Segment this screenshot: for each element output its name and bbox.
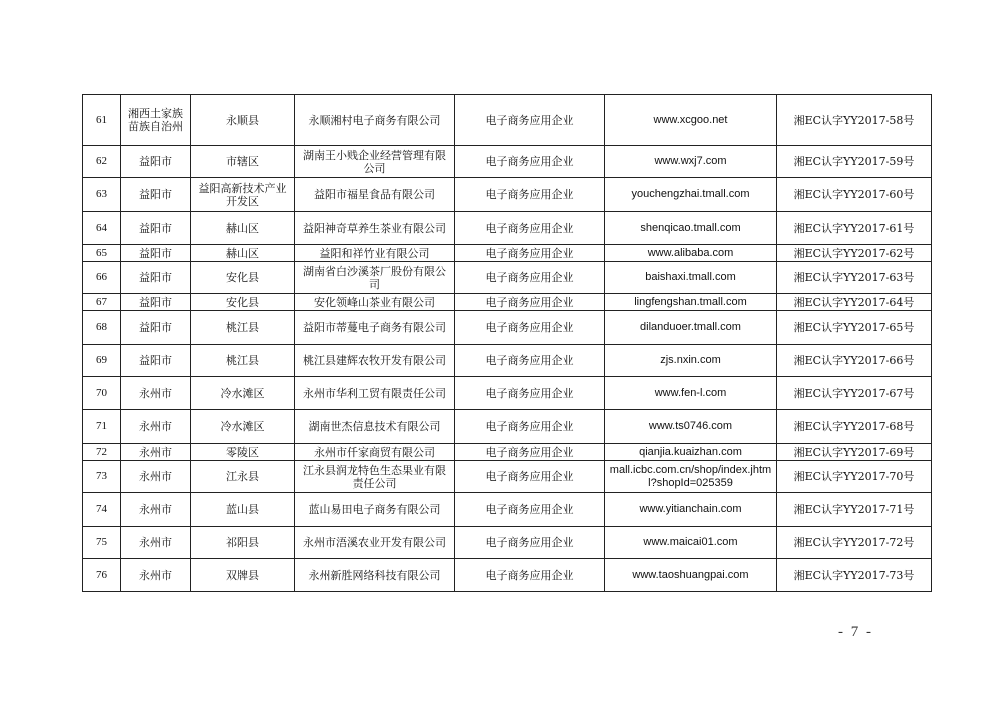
cell-number: 61 <box>83 95 121 146</box>
cell-city: 永州市 <box>121 493 191 527</box>
cell-certificate-number: 湘EC认字YY2017-61号 <box>777 212 932 245</box>
table-row <box>83 311 932 345</box>
cell-city: 永州市 <box>121 377 191 410</box>
cell-city: 益阳市 <box>121 262 191 294</box>
cell-enterprise-type: 电子商务应用企业 <box>455 461 605 493</box>
cell-website: qianjia.kuaizhan.com <box>605 444 777 461</box>
cell-county: 市辖区 <box>191 146 295 178</box>
cell-number: 76 <box>83 559 121 592</box>
cell-company: 永州市浯溪农业开发有限公司 <box>295 527 455 559</box>
cell-number: 66 <box>83 262 121 294</box>
cell-website: www.ts0746.com <box>605 410 777 444</box>
table-row <box>83 245 932 262</box>
cell-county: 永顺县 <box>191 95 295 146</box>
cell-certificate-number: 湘EC认字YY2017-71号 <box>777 493 932 527</box>
cell-city: 益阳市 <box>121 146 191 178</box>
cell-certificate-number: 湘EC认字YY2017-64号 <box>777 294 932 311</box>
cell-company: 湖南王小贱企业经营管理有限公司 <box>295 146 455 178</box>
cell-enterprise-type: 电子商务应用企业 <box>455 345 605 377</box>
cell-company: 益阳市蒂蔓电子商务有限公司 <box>295 311 455 345</box>
cell-website: baishaxi.tmall.com <box>605 262 777 294</box>
cell-certificate-number: 湘EC认字YY2017-63号 <box>777 262 932 294</box>
cell-county: 祁阳县 <box>191 527 295 559</box>
cell-company: 益阳市福星食品有限公司 <box>295 178 455 212</box>
cell-county: 赫山区 <box>191 212 295 245</box>
cell-city: 湘西土家族苗族自治州 <box>121 95 191 146</box>
cell-website: www.yitianchain.com <box>605 493 777 527</box>
cell-enterprise-type: 电子商务应用企业 <box>455 311 605 345</box>
cell-certificate-number: 湘EC认字YY2017-66号 <box>777 345 932 377</box>
cell-website: mall.icbc.com.cn/shop/index.jhtml?shopId=025359 <box>605 461 777 493</box>
cell-company: 永州新胜网络科技有限公司 <box>295 559 455 592</box>
cell-city: 益阳市 <box>121 294 191 311</box>
cell-certificate-number: 湘EC认字YY2017-69号 <box>777 444 932 461</box>
cell-number: 63 <box>83 178 121 212</box>
cell-number: 67 <box>83 294 121 311</box>
cell-website: www.xcgoo.net <box>605 95 777 146</box>
cell-enterprise-type: 电子商务应用企业 <box>455 527 605 559</box>
cell-enterprise-type: 电子商务应用企业 <box>455 95 605 146</box>
cell-enterprise-type: 电子商务应用企业 <box>455 559 605 592</box>
cell-company: 永州市华利工贸有限责任公司 <box>295 377 455 410</box>
cell-certificate-number: 湘EC认字YY2017-58号 <box>777 95 932 146</box>
table-row <box>83 559 932 592</box>
cell-county: 冷水滩区 <box>191 377 295 410</box>
cell-number: 74 <box>83 493 121 527</box>
cell-county: 零陵区 <box>191 444 295 461</box>
cell-website: zjs.nxin.com <box>605 345 777 377</box>
enterprise-registry-table <box>82 94 932 592</box>
cell-city: 永州市 <box>121 444 191 461</box>
cell-enterprise-type: 电子商务应用企业 <box>455 178 605 212</box>
cell-city: 永州市 <box>121 410 191 444</box>
cell-company: 桃江县建辉农牧开发有限公司 <box>295 345 455 377</box>
cell-number: 65 <box>83 245 121 262</box>
cell-county: 蓝山县 <box>191 493 295 527</box>
cell-number: 73 <box>83 461 121 493</box>
cell-company: 江永县润龙特色生态果业有限责任公司 <box>295 461 455 493</box>
cell-certificate-number: 湘EC认字YY2017-70号 <box>777 461 932 493</box>
table-row <box>83 95 932 146</box>
table-row <box>83 345 932 377</box>
cell-enterprise-type: 电子商务应用企业 <box>455 146 605 178</box>
cell-county: 益阳高新技术产业开发区 <box>191 178 295 212</box>
cell-city: 益阳市 <box>121 245 191 262</box>
table-row <box>83 410 932 444</box>
cell-city: 永州市 <box>121 461 191 493</box>
cell-number: 75 <box>83 527 121 559</box>
cell-number: 71 <box>83 410 121 444</box>
cell-company: 永州市仟家商贸有限公司 <box>295 444 455 461</box>
cell-enterprise-type: 电子商务应用企业 <box>455 212 605 245</box>
cell-website: www.alibaba.com <box>605 245 777 262</box>
cell-enterprise-type: 电子商务应用企业 <box>455 410 605 444</box>
table-row <box>83 212 932 245</box>
cell-website: shenqicao.tmall.com <box>605 212 777 245</box>
cell-city: 永州市 <box>121 527 191 559</box>
table-row <box>83 294 932 311</box>
cell-city: 益阳市 <box>121 212 191 245</box>
cell-city: 益阳市 <box>121 178 191 212</box>
cell-company: 益阳神奇草养生茶业有限公司 <box>295 212 455 245</box>
cell-enterprise-type: 电子商务应用企业 <box>455 377 605 410</box>
table-row <box>83 178 932 212</box>
cell-website: www.maicai01.com <box>605 527 777 559</box>
cell-certificate-number: 湘EC认字YY2017-59号 <box>777 146 932 178</box>
cell-county: 赫山区 <box>191 245 295 262</box>
table-row <box>83 493 932 527</box>
cell-company: 蓝山易田电子商务有限公司 <box>295 493 455 527</box>
registry-table-body <box>83 95 932 592</box>
cell-certificate-number: 湘EC认字YY2017-72号 <box>777 527 932 559</box>
table-row <box>83 527 932 559</box>
cell-enterprise-type: 电子商务应用企业 <box>455 444 605 461</box>
cell-company: 安化领峰山茶业有限公司 <box>295 294 455 311</box>
cell-city: 永州市 <box>121 559 191 592</box>
cell-certificate-number: 湘EC认字YY2017-67号 <box>777 377 932 410</box>
cell-county: 桃江县 <box>191 345 295 377</box>
cell-certificate-number: 湘EC认字YY2017-60号 <box>777 178 932 212</box>
cell-certificate-number: 湘EC认字YY2017-68号 <box>777 410 932 444</box>
cell-company: 益阳和祥竹业有限公司 <box>295 245 455 262</box>
cell-enterprise-type: 电子商务应用企业 <box>455 493 605 527</box>
cell-website: dilanduoer.tmall.com <box>605 311 777 345</box>
cell-website: youchengzhai.tmall.com <box>605 178 777 212</box>
cell-county: 安化县 <box>191 294 295 311</box>
cell-county: 冷水滩区 <box>191 410 295 444</box>
cell-number: 72 <box>83 444 121 461</box>
cell-certificate-number: 湘EC认字YY2017-73号 <box>777 559 932 592</box>
table-row <box>83 262 932 294</box>
table-row <box>83 146 932 178</box>
cell-certificate-number: 湘EC认字YY2017-62号 <box>777 245 932 262</box>
cell-company: 湖南世杰信息技术有限公司 <box>295 410 455 444</box>
page-number: - 7 - <box>838 624 873 640</box>
cell-company: 湖南省白沙溪茶厂股份有限公司 <box>295 262 455 294</box>
cell-website: www.taoshuangpai.com <box>605 559 777 592</box>
cell-enterprise-type: 电子商务应用企业 <box>455 245 605 262</box>
cell-number: 62 <box>83 146 121 178</box>
table-row <box>83 444 932 461</box>
cell-city: 益阳市 <box>121 311 191 345</box>
cell-enterprise-type: 电子商务应用企业 <box>455 294 605 311</box>
table-row <box>83 377 932 410</box>
cell-city: 益阳市 <box>121 345 191 377</box>
cell-county: 桃江县 <box>191 311 295 345</box>
cell-website: www.wxj7.com <box>605 146 777 178</box>
cell-number: 69 <box>83 345 121 377</box>
cell-certificate-number: 湘EC认字YY2017-65号 <box>777 311 932 345</box>
cell-website: www.fen-l.com <box>605 377 777 410</box>
cell-county: 双牌县 <box>191 559 295 592</box>
cell-number: 64 <box>83 212 121 245</box>
cell-enterprise-type: 电子商务应用企业 <box>455 262 605 294</box>
cell-number: 70 <box>83 377 121 410</box>
cell-county: 安化县 <box>191 262 295 294</box>
cell-website: lingfengshan.tmall.com <box>605 294 777 311</box>
cell-county: 江永县 <box>191 461 295 493</box>
cell-number: 68 <box>83 311 121 345</box>
table-row <box>83 461 932 493</box>
cell-company: 永顺湘村电子商务有限公司 <box>295 95 455 146</box>
